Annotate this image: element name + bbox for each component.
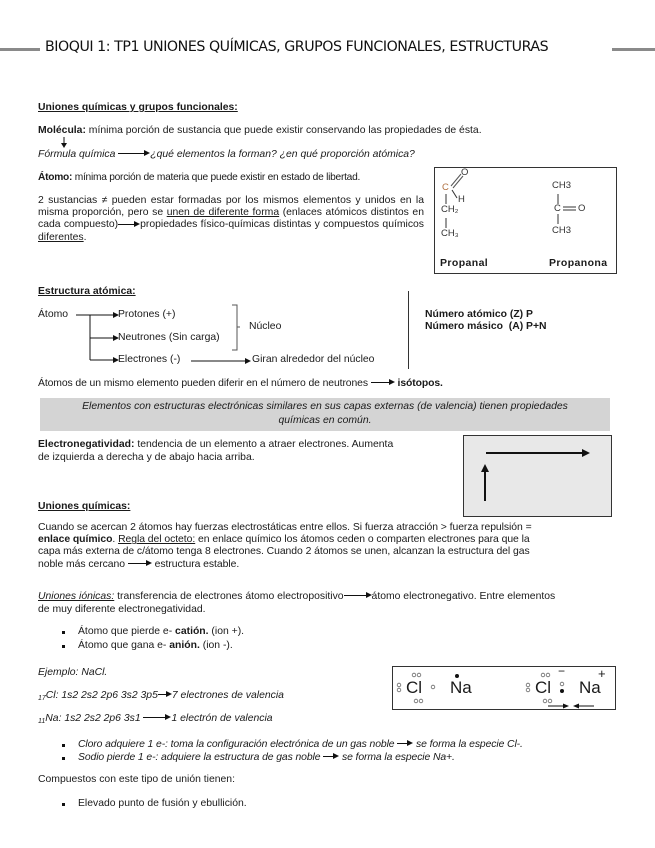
negative-charge: − <box>558 664 566 678</box>
list-text: Cloro adquiere 1 e-: toma la configuración electrónica de un gas noble <box>78 739 398 750</box>
para-text: 2 sustancias ≠ pueden estar formadas por los mismos elementos y unidos en la misma proporción, pero se <box>38 195 424 219</box>
right-arrow-icon <box>371 379 395 387</box>
bullet-icon <box>62 645 65 648</box>
positive-charge: + <box>598 666 606 681</box>
list-item <box>78 626 244 637</box>
ionicas-text: átomo electronegativo. Entre elementos <box>371 591 556 602</box>
giran-label: Giran alrededor del núcleo <box>252 354 375 365</box>
highlight-box <box>40 398 610 431</box>
atom-tree-arrows-icon <box>74 310 120 366</box>
atom-label: CH₂ <box>441 204 459 215</box>
nucleo-bracket-icon <box>230 304 240 352</box>
section-heading-uniones-quimicas: Uniones químicas: <box>38 501 131 512</box>
atomo-text: mínima porción de materia que puede existir en estado de libertad. <box>72 172 361 183</box>
sodium-ion-symbol: Na <box>579 678 601 697</box>
na-config-line <box>38 713 273 725</box>
para-text: (enlaces atómicos distintos en cada compuesto) <box>38 207 424 231</box>
highlight-line: químicas en común. <box>278 415 372 426</box>
para-text: propiedades físico-químicas distintas y compuestos químicos <box>140 219 424 231</box>
formula-label: Fórmula química <box>38 149 116 160</box>
atomo-label: Átomo <box>38 309 69 320</box>
bullet-icon <box>62 757 65 760</box>
atom-label: CH₃ <box>441 228 459 239</box>
paragraph-text: noble más cercano <box>38 558 125 570</box>
chloride-symbol: Cl <box>535 678 552 697</box>
isotopos-line <box>38 378 443 389</box>
protones-label: Protones (+) <box>118 309 176 320</box>
atom-label: O <box>578 203 586 214</box>
molecule-structures-icon <box>435 168 616 258</box>
list-text: Átomo que gana e- <box>78 640 170 651</box>
chlorine-symbol: Cl <box>406 678 423 697</box>
list-text: se forma la especie Na+. <box>339 752 455 763</box>
ionicas-text: transferencia de electrones átomo electropositivo <box>114 591 344 602</box>
cl-config-line <box>38 690 284 702</box>
uniones-paragraph <box>38 522 616 571</box>
propanal-propanona-figure <box>434 167 617 274</box>
right-arrow-icon <box>344 592 372 600</box>
uniones-ionicas-term: Uniones iónicas: <box>38 591 115 602</box>
isotopos-text: Átomos de un mismo elemento pueden diferir en el número de neutrones <box>38 378 368 389</box>
paragraph-text: estructura estable. <box>154 558 240 570</box>
nacl-lewis-figure <box>392 666 616 710</box>
ionicas-line-1 <box>38 591 555 602</box>
electrones-label: Electrones (-) <box>118 354 181 365</box>
atomo-definition <box>38 172 360 183</box>
numero-atomico: Número atómico (Z) P <box>425 309 533 320</box>
right-arrow-icon <box>190 356 252 366</box>
atomic-number: 11 <box>38 718 46 725</box>
right-arrow-icon <box>143 714 171 722</box>
atom-label: CH3 <box>552 180 572 191</box>
bullet-icon <box>62 744 65 747</box>
neutrones-label: Neutrones (Sin carga) <box>118 332 220 343</box>
molecula-definition <box>38 125 482 136</box>
paragraph-line: capa más externa de c/átomo tenga 8 electrones. Cuando 2 átomos se unen, alcanzan la estructura del gas <box>38 546 530 558</box>
title-rule-left <box>0 48 40 51</box>
sustancias-paragraph <box>38 195 424 244</box>
molecula-text: mínima porción de sustancia que puede existir conservando las propiedades de ésta. <box>85 125 482 136</box>
para-underlined: diferentes <box>38 231 84 243</box>
config-text: Na: 1s2 2s2 2p6 3s1 <box>45 713 144 724</box>
list-item <box>78 752 455 763</box>
formula-line <box>38 149 415 160</box>
section-heading-estructura-atomica: Estructura atómica: <box>38 286 136 297</box>
para-text: . <box>83 231 87 243</box>
config-result: 7 electrones de valencia <box>171 690 284 701</box>
title-rule-right <box>612 48 655 51</box>
config-text: Cl: 1s2 2s2 2p6 3s2 3p5 <box>45 690 158 701</box>
highlight-line: Elementos con estructuras electrónicas similares en sus capas externas (de valencia) tienen propiedades <box>82 401 568 412</box>
list-text: se forma la especie Cl-. <box>413 739 523 750</box>
list-item: Elevado punto de fusión y ebullición. <box>78 798 247 809</box>
enlace-quimico-term: enlace químico <box>38 534 113 546</box>
list-text: (ion -). <box>199 640 233 651</box>
electronegatividad-line-1 <box>38 439 393 450</box>
right-arrow-icon <box>158 691 172 699</box>
numero-masico: Número másico (A) P+N <box>425 321 547 332</box>
paragraph-line <box>38 559 616 571</box>
atomic-number: 17 <box>38 695 46 702</box>
section-heading-uniones-grupos: Uniones químicas y grupos funcionales: <box>38 102 238 113</box>
list-text: Átomo que pierde e- <box>78 626 176 637</box>
paragraph-line: Cuando se acercan 2 átomos hay fuerzas electrostáticas entre ellos. Si fuerza atracción > fuerza repulsión = <box>38 522 532 533</box>
atomo-term: Átomo: <box>38 172 73 183</box>
right-arrow-icon <box>128 560 152 568</box>
bullet-icon <box>62 631 65 634</box>
paragraph-line <box>38 534 616 546</box>
right-arrow-icon <box>397 740 413 748</box>
document-title: BIOQUI 1: TP1 UNIONES QUÍMICAS, GRUPOS FUNCIONALES, ESTRUCTURAS <box>45 39 549 55</box>
trend-arrows-icon <box>464 436 611 516</box>
para-underlined: unen de diferente forma <box>166 207 280 219</box>
electronegatividad-term: Electronegatividad: <box>38 439 135 450</box>
atom-label: CH3 <box>552 225 572 236</box>
list-text: Sodio pierde 1 e-: adquiere la estructura de gas noble <box>78 752 324 763</box>
molecula-term: Molécula: <box>38 125 86 136</box>
propanal-label: Propanal <box>440 257 489 269</box>
cation-term: catión. <box>175 626 209 637</box>
ionicas-line-2: de muy diferente electronegatividad. <box>38 604 206 615</box>
atom-label: H <box>458 194 465 205</box>
atom-label: C <box>442 182 449 193</box>
electronegatividad-line-2: de izquierda a derecha y de abajo hacia arriba. <box>38 452 255 463</box>
isotopos-term: isótopos. <box>397 378 443 389</box>
down-arrow-icon <box>60 137 68 149</box>
ejemplo-label: Ejemplo: NaCl. <box>38 667 108 678</box>
vertical-divider <box>408 291 409 369</box>
atom-label: O <box>461 167 469 178</box>
regla-octeto-term: Regla del octeto: <box>118 534 196 546</box>
right-arrow-icon <box>323 753 339 761</box>
electronegatividad-text: tendencia de un elemento a atraer electrones. Aumenta <box>134 439 394 450</box>
sodium-symbol: Na <box>450 678 472 697</box>
paragraph-text: en enlace químico los átomos ceden o comparten electrones para que la <box>195 534 530 546</box>
document-title-bar <box>0 38 655 60</box>
paragraph-text: . <box>112 534 119 546</box>
list-text: (ion +). <box>208 626 245 637</box>
compuestos-label: Compuestos con este tipo de unión tienen: <box>38 774 235 785</box>
propanona-label: Propanona <box>549 257 608 269</box>
bullet-icon <box>62 803 65 806</box>
formula-question: ¿qué elementos la forman? ¿en qué proporción atómica? <box>150 149 415 160</box>
right-arrow-icon <box>118 150 150 158</box>
atom-label: C <box>554 203 561 214</box>
right-arrow-icon <box>118 221 140 229</box>
list-item <box>78 739 523 750</box>
electronegativity-arrows-figure <box>463 435 612 517</box>
anion-term: anión. <box>169 640 200 651</box>
list-item <box>78 640 233 651</box>
config-result: 1 electrón de valencia <box>171 713 273 724</box>
nucleo-label: Núcleo <box>249 321 282 332</box>
